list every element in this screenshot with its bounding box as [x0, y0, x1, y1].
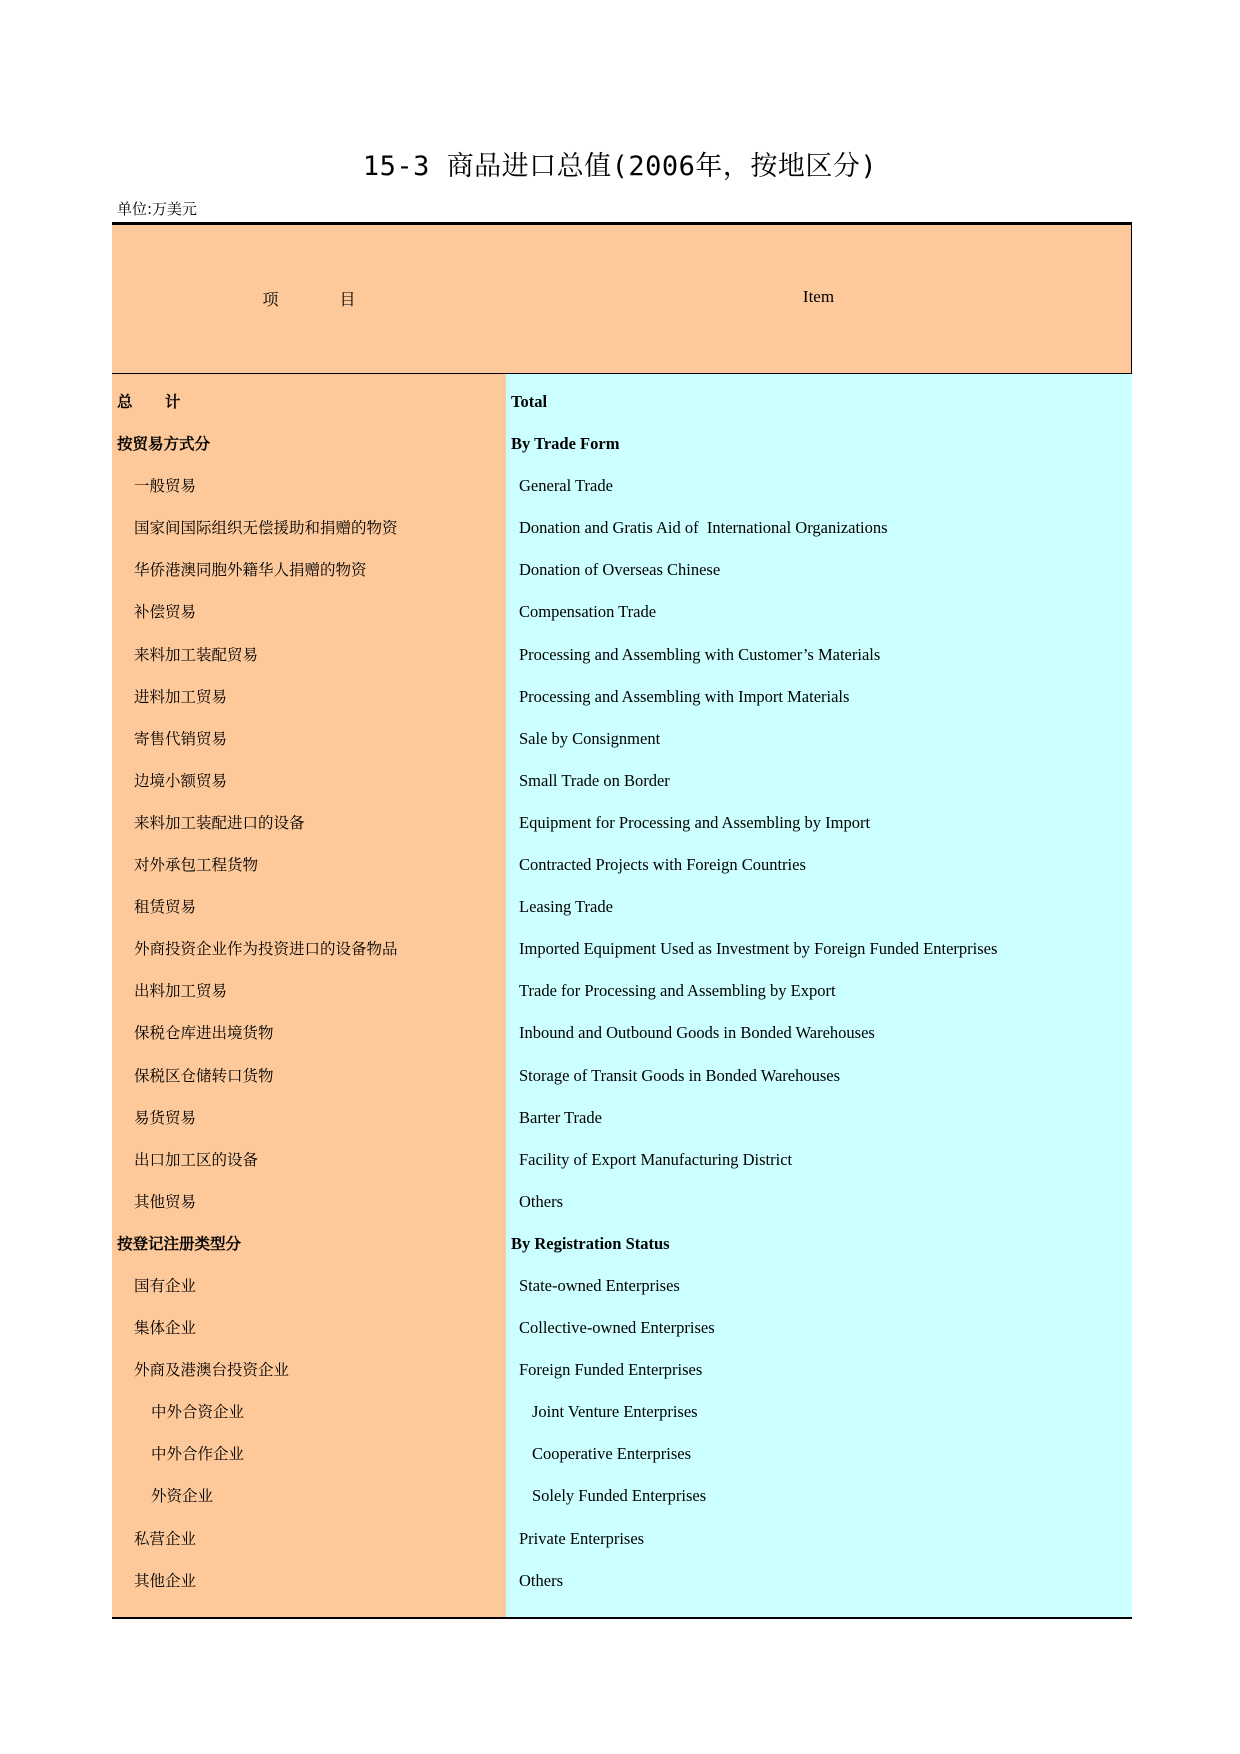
table-row	[112, 645, 1132, 687]
table-row	[112, 897, 1132, 939]
row-label-en: Small Trade on Border	[519, 770, 670, 790]
row-label-en: Others	[519, 1191, 563, 1211]
row-label-cn: 华侨港澳同胞外籍华人捐赠的物资	[134, 561, 367, 580]
row-label-en: Total	[511, 392, 548, 411]
bottom-rule	[112, 1617, 1132, 1619]
table-row	[112, 1108, 1132, 1150]
table-row	[112, 1234, 1132, 1276]
row-label-cn: 租赁贸易	[134, 898, 197, 917]
row-label-cn: 进料加工贸易	[134, 687, 228, 706]
row-label-en: Cooperative Enterprises	[532, 1444, 691, 1464]
row-label-en: Trade for Processing and Assembling by Export	[519, 981, 836, 1001]
table-row	[112, 687, 1132, 729]
table-row	[112, 476, 1132, 518]
row-label-cn: 外商投资企业作为投资进口的设备物品	[134, 940, 398, 959]
row-label-en: Contracted Projects with Foreign Countries	[519, 855, 806, 875]
row-label-en: Imported Equipment Used as Investment by Foreign Funded Enterprises	[519, 939, 998, 959]
row-label-en: Equipment for Processing and Assembling by Import	[519, 812, 871, 832]
row-label-cn: 中外合作企业	[151, 1445, 245, 1464]
row-label-en: Private Enterprises	[519, 1528, 645, 1548]
row-label-cn: 外商及港澳台投资企业	[134, 1361, 290, 1380]
page-title: 15-3 商品进口总值(2006年，按地区分)	[362, 151, 878, 182]
row-label-cn: 对外承包工程货物	[134, 856, 259, 875]
row-label-cn: 中外合资企业	[151, 1403, 245, 1422]
table-row	[112, 602, 1132, 644]
row-label-cn: 外资企业	[151, 1487, 214, 1506]
row-label-en: Joint Venture Enterprises	[532, 1402, 698, 1422]
row-label-cn: 一般贸易	[134, 477, 197, 496]
row-label-en: Others	[519, 1570, 563, 1590]
row-label-cn: 私营企业	[134, 1529, 197, 1548]
header-item-cn: 项 目	[262, 290, 356, 309]
row-label-cn: 来料加工装配进口的设备	[134, 813, 305, 832]
table-row	[112, 1066, 1132, 1108]
table-row	[112, 1571, 1132, 1613]
table-row	[112, 1360, 1132, 1402]
table-row	[112, 518, 1132, 560]
table-row	[112, 1150, 1132, 1192]
row-label-en: Facility of Export Manufacturing District	[519, 1149, 793, 1169]
table-row	[112, 939, 1132, 981]
row-label-en: Compensation Trade	[519, 602, 657, 622]
unit-label: 单位:万美元	[117, 200, 198, 218]
row-label-cn: 国家间国际组织无偿援助和捐赠的物资	[134, 519, 398, 538]
row-label-en: Collective-owned Enterprises	[519, 1318, 715, 1338]
table-row	[112, 1276, 1132, 1318]
data-table	[112, 222, 1132, 1619]
row-label-en: Sale by Consignment	[519, 728, 661, 748]
row-label-cn: 其他贸易	[134, 1192, 197, 1211]
row-label-en: Barter Trade	[519, 1107, 602, 1127]
row-label-en: Processing and Assembling with Import Materials	[519, 686, 850, 706]
row-label-en: Processing and Assembling with Customer’s Materials	[519, 644, 881, 664]
header-item-en: Item	[802, 287, 835, 306]
table-row	[112, 1318, 1132, 1360]
row-label-en: State-owned Enterprises	[519, 1275, 680, 1295]
row-label-cn: 寄售代销贸易	[134, 729, 228, 748]
row-label-cn: 补偿贸易	[134, 603, 197, 622]
table-row	[112, 392, 1132, 434]
row-label-en: Leasing Trade	[519, 897, 613, 917]
table-row	[112, 855, 1132, 897]
table-row	[112, 729, 1132, 771]
row-label-cn: 总 计	[117, 393, 181, 411]
row-label-cn: 保税区仓储转口货物	[134, 1066, 274, 1085]
table-row	[112, 813, 1132, 855]
row-label-cn: 国有企业	[134, 1276, 197, 1295]
row-label-cn: 出料加工贸易	[134, 982, 228, 1001]
table-row	[112, 771, 1132, 813]
row-label-cn: 按登记注册类型分	[117, 1234, 242, 1253]
row-label-cn: 来料加工装配贸易	[134, 645, 259, 664]
table-row	[112, 1486, 1132, 1528]
row-label-cn: 易货贸易	[134, 1108, 197, 1127]
row-label-en: Inbound and Outbound Goods in Bonded Warehouses	[519, 1023, 875, 1043]
row-label-en: Donation of Overseas Chinese	[519, 560, 721, 580]
table-row	[112, 981, 1132, 1023]
table-rows	[112, 392, 1132, 1613]
row-label-cn: 边境小额贸易	[134, 771, 228, 790]
table-row	[112, 1192, 1132, 1234]
table-row	[112, 434, 1132, 476]
row-label-en: By Registration Status	[511, 1233, 670, 1253]
table-row	[112, 1444, 1132, 1486]
row-label-cn: 按贸易方式分	[117, 435, 211, 454]
row-label-en: Donation and Gratis Aid of International Organizations	[519, 518, 888, 538]
table-row	[112, 560, 1132, 602]
table-row	[112, 1529, 1132, 1571]
row-label-cn: 出口加工区的设备	[134, 1150, 259, 1169]
row-label-cn: 集体企业	[134, 1319, 197, 1338]
row-label-en: Solely Funded Enterprises	[532, 1486, 707, 1506]
row-label-cn: 其他企业	[134, 1571, 197, 1590]
row-label-en: General Trade	[519, 476, 613, 496]
row-label-en: Storage of Transit Goods in Bonded Warehouses	[519, 1065, 841, 1085]
table-header	[112, 225, 1132, 374]
row-label-en: Foreign Funded Enterprises	[519, 1360, 703, 1380]
table-row	[112, 1402, 1132, 1444]
table-row	[112, 1023, 1132, 1065]
row-label-en: By Trade Form	[511, 434, 620, 454]
row-label-cn: 保税仓库进出境货物	[134, 1024, 274, 1043]
